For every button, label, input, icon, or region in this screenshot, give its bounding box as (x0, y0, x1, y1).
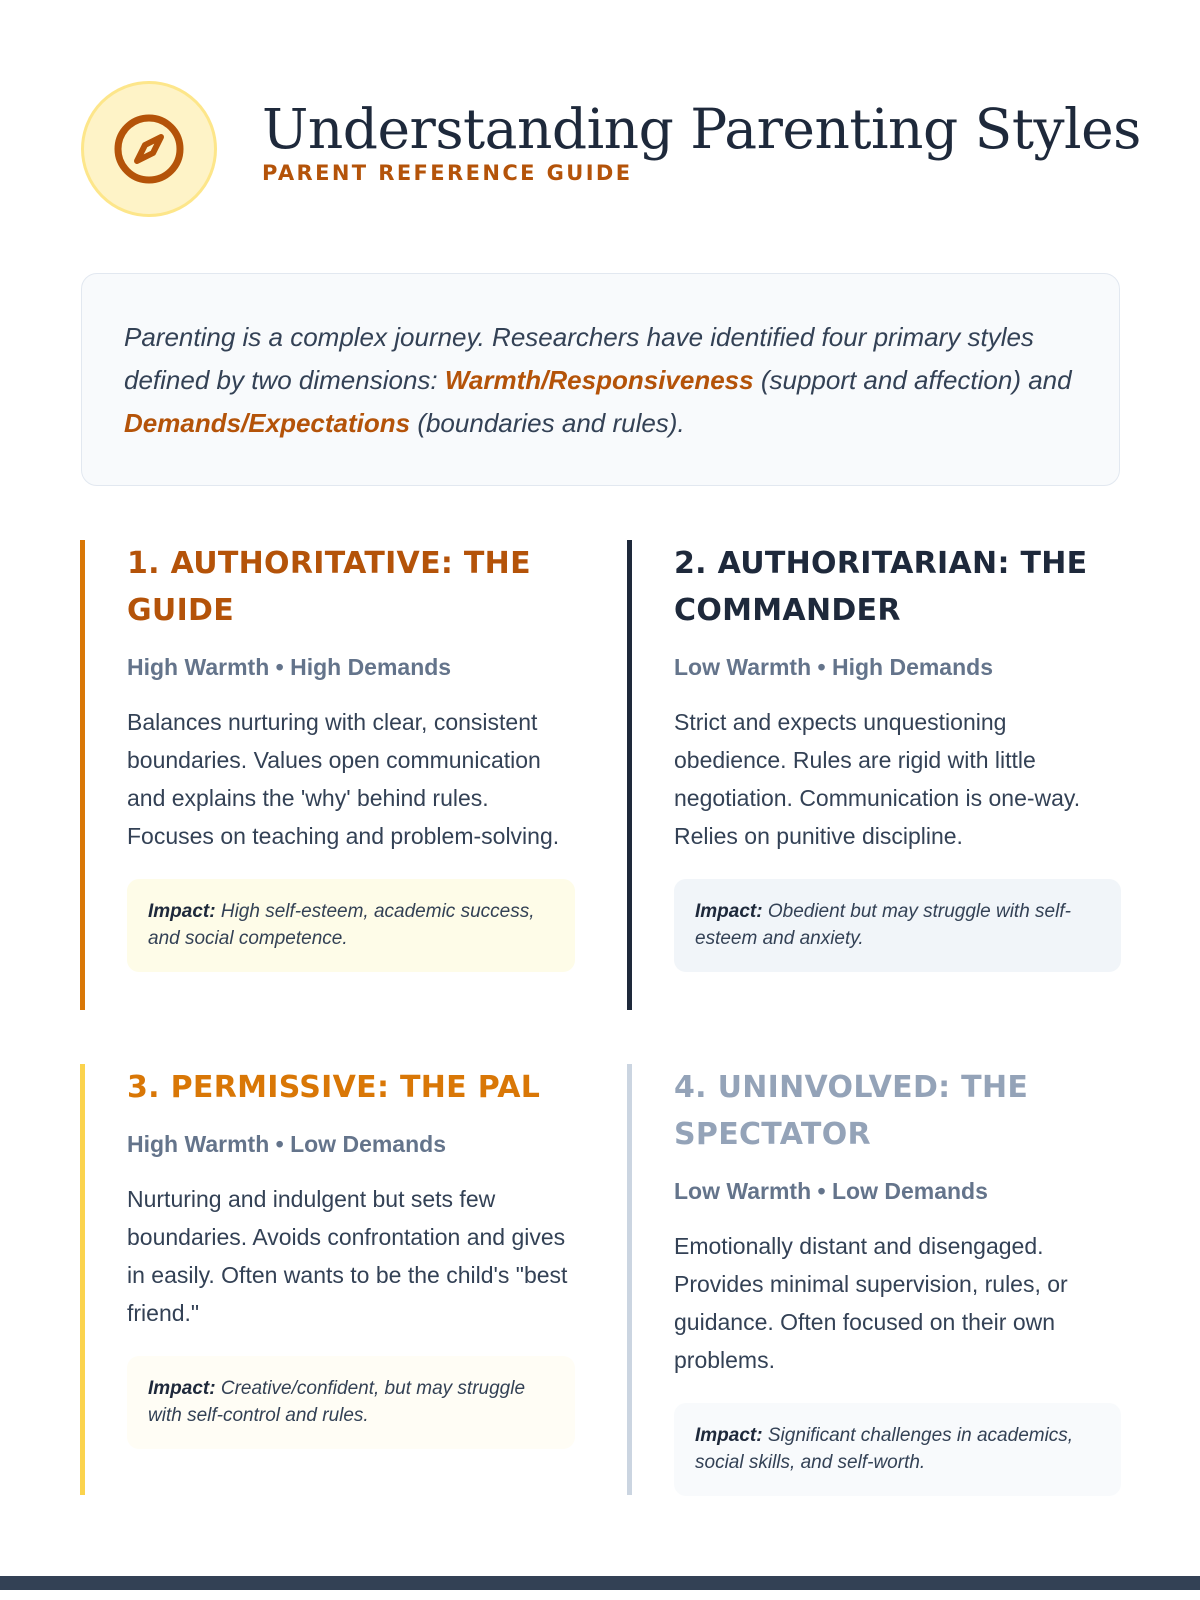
page-title: Understanding Parenting Styles (262, 97, 1141, 161)
compass-icon (113, 113, 185, 185)
intro-box (81, 273, 1120, 486)
card-dimensions: High Warmth • High Demands (127, 654, 452, 680)
card-title: 2. AUTHORITARIAN: THE COMMANDER (674, 546, 1088, 628)
impact-label: Impact: (148, 901, 216, 922)
footer-bar (0, 1576, 1200, 1590)
card-title: 4. UNINVOLVED: THE SPECTATOR (674, 1070, 1029, 1152)
card-dimensions: High Warmth • Low Demands (127, 1131, 446, 1157)
style-card-permissive (80, 1064, 575, 1495)
intro-text-part: (boundaries and rules). (410, 408, 685, 438)
impact-text: Significant challenges in academics, social skills, and self-worth. (695, 1425, 1074, 1473)
impact-box (674, 1403, 1121, 1496)
header-badge (81, 81, 217, 217)
card-title: 1. AUTHORITATIVE: THE GUIDE (127, 546, 531, 628)
impact-box (674, 879, 1121, 972)
style-card-uninvolved (627, 1064, 1121, 1495)
impact-label: Impact: (695, 901, 763, 922)
impact-text: High self-esteem, academic success, and social competence. (148, 901, 535, 949)
impact-label: Impact: (695, 1425, 763, 1446)
style-card-authoritative (80, 540, 575, 1010)
impact-text: Creative/confident, but may struggle with self-control and rules. (148, 1378, 526, 1426)
intro-text (124, 316, 1079, 445)
card-description: Balances nurturing with clear, consistent boundaries. Values open communication and explains the 'why' behind rules. Focuses on teaching and problem-solving. (127, 709, 560, 849)
card-description: Emotionally distant and disengaged. Provides minimal supervision, rules, or guidance. Often focused on their own problems. (674, 1233, 1068, 1373)
impact-box (127, 1356, 575, 1449)
intro-highlight-demands: Demands/Expectations (124, 408, 411, 438)
title-block (262, 97, 1141, 185)
card-description: Strict and expects unquestioning obedience. Rules are rigid with little negotiation. Communication is one-way. Relies on punitive discipline. (674, 709, 1081, 849)
style-card-authoritarian (627, 540, 1121, 1010)
page-subtitle: PARENT REFERENCE GUIDE (262, 161, 633, 185)
intro-text-part: (support and affection) and (753, 365, 1072, 395)
card-dimensions: Low Warmth • High Demands (674, 654, 993, 680)
impact-box (127, 879, 575, 972)
card-title: 3. PERMISSIVE: THE PAL (127, 1070, 541, 1105)
impact-text: Obedient but may struggle with self-esteem and anxiety. (695, 901, 1071, 949)
card-description: Nurturing and indulgent but sets few boundaries. Avoids confrontation and gives in easily. Often wants to be the child's "best friend." (127, 1186, 568, 1326)
card-dimensions: Low Warmth • Low Demands (674, 1178, 988, 1204)
intro-highlight-warmth: Warmth/Responsiveness (444, 365, 754, 395)
impact-label: Impact: (148, 1378, 216, 1399)
page-header (81, 81, 1141, 217)
intro-text-part: Parenting is a complex journey. Researchers have identified four primary styles defined by two dimensions: (124, 322, 1034, 395)
